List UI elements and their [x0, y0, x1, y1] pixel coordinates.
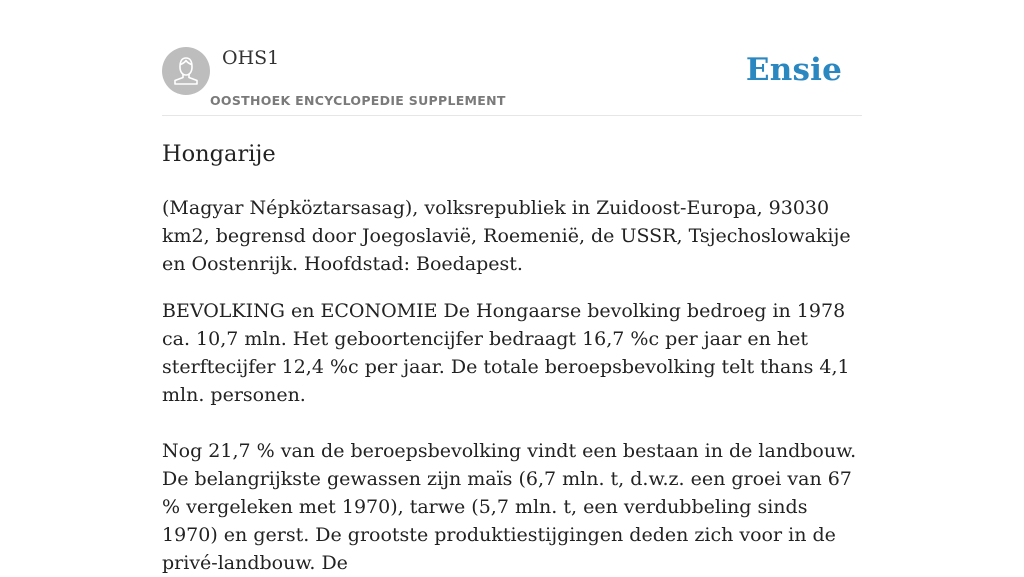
- article-paragraph: BEVOLKING en ECONOMIE De Hongaarse bevolking bedroeg in 1978 ca. 10,7 mln. Het geboortencijfer bedraagt 16,7 %c per jaar en het sterftecijfer 12,4 %c per jaar. De totale beroepsbevolking telt thans 4,1 mln. personen.: [162, 300, 850, 406]
- article: [162, 138, 862, 577]
- author-avatar[interactable]: [162, 47, 210, 95]
- article-paragraph: (Magyar Népköztarsasag), volksrepubliek in Zuidoost-Europa, 93030 km2, begrensd door Joegoslavië, Roemenië, de USSR, Tsjechoslowakije en Oostenrijk. Hoofdstad: Boedapest.: [162, 197, 851, 275]
- source-name[interactable]: OOSTHOEK ENCYCLOPEDIE SUPPLEMENT: [210, 93, 506, 108]
- article-paragraph: Nog 21,7 % van de beroepsbevolking vindt een bestaan in de landbouw. De belangrijkste gewassen zijn maïs (6,7 mln. t, d.w.z. een groei van 67 % vergeleken met 1970), tarwe (5,7 mln. t, een verdubbeling sinds 1970) en gerst. De grootste produktiestijgingen deden zich voor in de privé-landbouw. De: [162, 440, 857, 574]
- author-name[interactable]: OHS1: [222, 47, 280, 69]
- brand-logo[interactable]: Ensie: [745, 52, 842, 88]
- article-title: Hongarije: [162, 141, 276, 167]
- site-header: [162, 0, 862, 116]
- user-silhouette-icon: [162, 47, 210, 95]
